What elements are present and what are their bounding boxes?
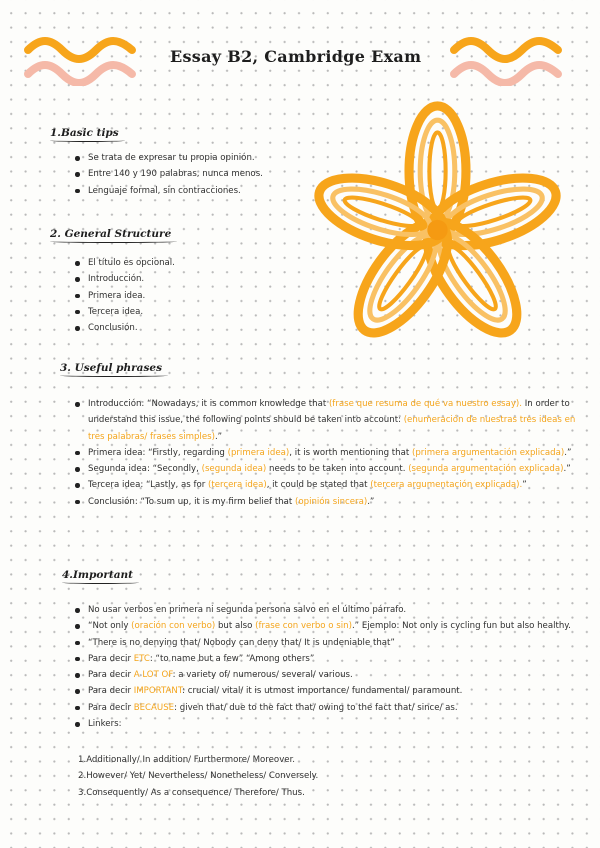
basic-tips-list [75,150,290,199]
phrase-placeholder: (opinión sincera) [295,496,368,507]
list-item [75,477,585,493]
phrase-text: needs to be taken into account. [266,464,409,475]
page-title: Essay B2, Cambridge Exam [170,47,422,66]
list-item: Se trata de expresar tu propia opinión. [75,150,290,166]
section-heading-useful-phrases [60,362,162,374]
heading-text: 1.Basic tips [50,127,119,139]
phrase-text: Introducción: “Nowadays, it is common knowledge that [88,399,329,409]
note-text: Para decir [88,670,134,681]
note-text: .” Ejemplo: Not only is cycling fun but also healthy. [351,621,571,632]
phrase-text: Primera idea: “Firstly, regarding [88,447,228,458]
linker-item: 3.Consequently/ As a consequence/ Therefore/ Thus. [78,787,305,798]
phrase-placeholder: (tercera idea) [208,480,267,491]
list-item [75,683,585,699]
phrase-text: .” [563,464,571,475]
right-wavy-lines-decoration [448,36,568,86]
useful-phrases-list [75,396,585,510]
linker-item: 2.However/ Yet/ Nevertheless/ Nonetheless/ Conversely. [78,771,319,782]
list-item: Tercera idea. [75,304,275,320]
list-item [75,667,585,683]
list-item [75,461,585,477]
phrase-placeholder: (frase que resuma de qué va nuestro essay). [328,399,522,409]
heading-text: 4.Important [62,569,133,581]
flower-drawing [285,100,590,360]
heading-text: 2. General Structure [50,228,172,240]
heading-text: 3. Useful phrases [60,362,162,374]
linker-item: 1.Additionally/ In addition/ Furthermore/ Moreover. [78,755,296,765]
note-text: : given that/ due to the fact that/ owing to the fact that/ since/ as. [174,702,458,713]
note-text: Para decir [88,653,134,664]
heading-underline [50,139,125,142]
list-item [75,445,585,461]
list-item [75,494,585,510]
list-item [75,618,585,634]
phrase-text: Tercera idea: “Lastly, as for [88,480,209,491]
heading-underline [60,374,168,377]
note-text: “Not only [88,621,132,632]
section-heading-basic-tips [50,127,119,139]
list-item [75,716,585,732]
list-item [75,635,585,651]
list-item: Introducción. [75,271,275,287]
important-list [75,602,585,732]
list-item: Entre 140 y 190 palabras, nunca menos. [75,166,290,182]
phrase-placeholder: (primera idea) [227,447,290,458]
phrase-text: Conclusión: “To sum up, it is my firm belief that [88,496,295,507]
note-text: : a variety of/ numerous/ several/ various. [172,670,353,681]
note-text: : “to name but a few” “Among others” [149,653,315,664]
general-structure-list [75,255,275,336]
note-keyword: IMPORTANT [133,686,183,697]
list-item [75,700,585,716]
list-item [75,602,585,618]
section-heading-important [62,569,133,581]
note-text: Linkers: [88,719,122,730]
list-item: Lenguaje formal, sin contracciones. [75,183,290,199]
phrase-text: Segunda idea: “Secondly, [88,464,202,475]
phrase-placeholder: (segunda argumentación explicada) [408,464,564,475]
phrase-text: .” [564,447,572,458]
phrase-text: .” [367,496,375,507]
phrase-text: , it could be stated that [266,480,371,491]
heading-underline [62,581,139,584]
phrase-placeholder: (tercera argumentación explicada). [370,480,523,491]
list-item: Conclusión. [75,320,275,336]
list-item [75,651,585,667]
list-item [75,396,585,445]
phrase-placeholder: (primera argumentación explicada) [411,447,565,458]
left-wavy-lines-decoration [22,36,142,86]
heading-underline [50,240,177,243]
list-item: Primera idea. [75,288,275,304]
phrase-text: , it is worth mentioning that [289,447,412,458]
note-keyword: ETC [133,653,150,664]
note-text: but also [215,621,256,632]
linkers-list [78,752,498,801]
note-text: Para decir [88,686,134,697]
note-text: No usar verbos en primera ni segunda persona salvo en el último párrafo. [88,605,407,615]
note-text: Para decir [88,702,134,713]
note-text: : crucial/ vital/ it is utmost importance/ fundamental/ paramount. [182,686,463,697]
phrase-text: ” [522,480,527,491]
list-item: El título es opcional. [75,255,275,271]
note-keyword: BECAUSE [133,702,175,713]
note-keyword: A LOT OF [133,670,173,681]
phrase-text: .” [214,431,223,442]
phrase-placeholder: (segunda idea) [201,464,267,475]
note-text: “There is no denying that/ Nobody can deny that/ It is undeniable that” [88,637,395,648]
phrase-placeholder: (enumeración de nuestras tres ideas en tres palabras/ frases simples) [88,415,576,442]
note-placeholder: (frase con verbo o sin) [255,621,352,632]
phrase-text: In order to understand this issue, the following points should be taken into account: [88,399,570,426]
note-placeholder: (oración con verbo) [131,621,216,632]
section-heading-general-structure [50,228,171,240]
